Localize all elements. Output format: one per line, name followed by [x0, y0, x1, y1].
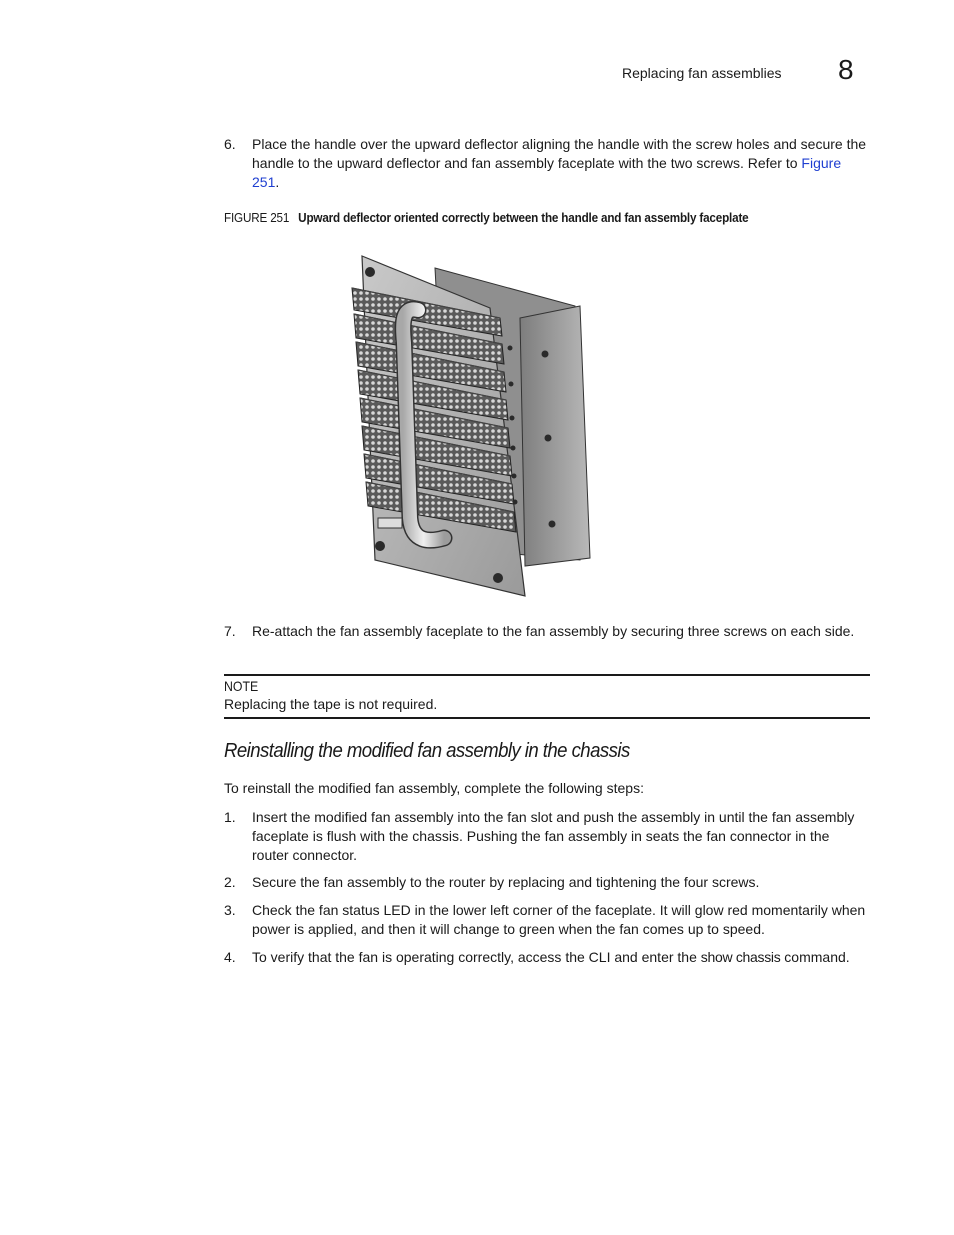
note-label: NOTE — [224, 678, 259, 694]
cli-command: show chassis — [700, 949, 781, 965]
step-text: Check the fan status LED in the lower left corner of the faceplate. It will glow red momentarily when power is applied, and then it will change to green when the fan comes up to speed. — [252, 902, 866, 937]
step-text-end: command. — [780, 949, 850, 965]
install-step-3 — [224, 901, 869, 939]
step-text: Re-attach the fan assembly faceplate to the fan assembly by securing three screws on each side. — [252, 623, 855, 639]
running-header-title: Replacing fan assemblies — [622, 65, 782, 81]
section-intro: To reinstall the modified fan assembly, complete the following steps: — [224, 780, 644, 796]
chapter-number: 8 — [838, 54, 854, 85]
step-number: 7. — [224, 623, 236, 639]
step-text: To verify that the fan is operating correctly, access the CLI and enter the — [252, 949, 701, 965]
figure-caption — [224, 210, 748, 225]
step-text: Secure the fan assembly to the router by replacing and tightening the four screws. — [252, 874, 760, 890]
step-number: 3. — [224, 902, 236, 918]
install-step-2 — [224, 873, 869, 892]
figure-caption-text: Upward deflector oriented correctly between the handle and fan assembly faceplate — [298, 210, 749, 225]
fan-assembly-illustration — [340, 248, 600, 602]
install-step-4 — [224, 948, 869, 967]
note-top-rule — [224, 674, 870, 676]
section-heading: Reinstalling the modified fan assembly in the chassis — [224, 740, 630, 762]
step-number: 2. — [224, 874, 236, 890]
step-number: 1. — [224, 809, 236, 825]
step-number: 6. — [224, 136, 236, 152]
figure-label: FIGURE 251 — [224, 210, 290, 225]
note-text: Replacing the tape is not required. — [224, 696, 438, 712]
figure-link[interactable]: Figure 251 — [252, 155, 842, 190]
note-bottom-rule — [224, 717, 870, 719]
step-6 — [224, 135, 869, 192]
step-text: Place the handle over the upward deflector aligning the handle with the screw holes and secure the handle to the upward deflector and fan assembly faceplate with the two screws. Refer to — [252, 136, 867, 171]
install-step-1 — [224, 808, 869, 865]
step-text: Insert the modified fan assembly into the fan slot and push the assembly in until the fan assembly faceplate is flush with the chassis. Pushing the fan assembly in seats the fan connector in the router connector. — [252, 809, 855, 863]
step-text-end: . — [275, 174, 280, 190]
step-number: 4. — [224, 949, 236, 965]
step-7 — [224, 622, 869, 641]
